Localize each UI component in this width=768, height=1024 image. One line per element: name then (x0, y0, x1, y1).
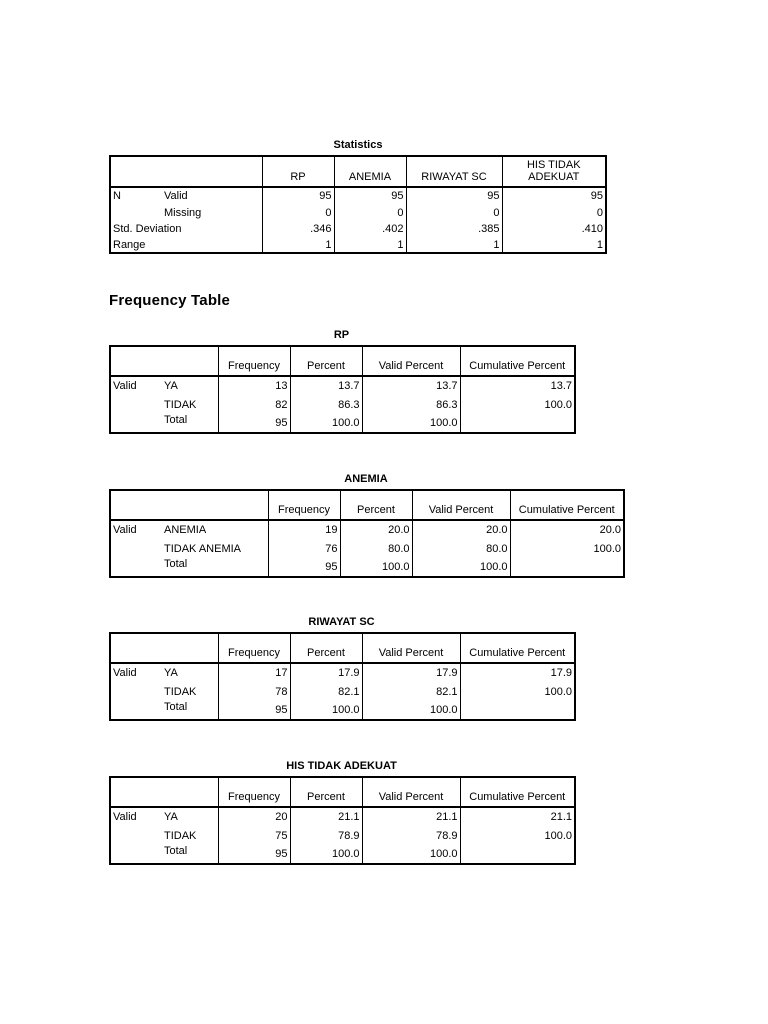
table-row (110, 558, 624, 577)
row-label: ANEMIA (162, 520, 268, 539)
cell-valid-percent: 82.1 (362, 682, 460, 701)
table-row (110, 221, 606, 237)
anemia-caption: ANEMIA (344, 473, 388, 485)
row-group (110, 414, 162, 433)
cell-value: 95 (334, 187, 406, 204)
cell-frequency: 82 (218, 395, 290, 414)
cell-valid-percent: 13.7 (362, 376, 460, 395)
cell-value: 1 (334, 237, 406, 253)
cell-valid-percent: 80.0 (412, 539, 510, 558)
cell-frequency: 75 (218, 826, 290, 845)
col-frequency: Frequency (218, 777, 290, 807)
cell-value: 95 (262, 187, 334, 204)
cell-cumulative-percent (460, 701, 575, 720)
col-frequency: Frequency (268, 490, 340, 520)
col-percent: Percent (340, 490, 412, 520)
row-label: TIDAK ANEMIA (162, 539, 268, 558)
cell-valid-percent: 100.0 (412, 558, 510, 577)
row-label: TIDAK (162, 395, 218, 414)
row-label: N (113, 190, 121, 202)
table-row (110, 204, 606, 221)
header-stub (110, 777, 218, 807)
row-label: YA (162, 376, 218, 395)
table-row (110, 826, 575, 845)
cell-value: 95 (590, 190, 603, 202)
cell-cumulative-percent (460, 414, 575, 433)
cell-cumulative-percent (460, 845, 575, 864)
cell-valid-percent: 86.3 (362, 395, 460, 414)
table-row (110, 807, 575, 826)
cell-value: .385 (406, 221, 502, 237)
cell-value: 1 (596, 238, 603, 251)
cell-value: 95 (406, 187, 502, 204)
row-label: Total (162, 558, 268, 577)
row-group (110, 845, 162, 864)
cell-frequency: 17 (218, 663, 290, 682)
statistics-col-riwayat-sc: RIWAYAT SC (406, 156, 502, 187)
col-cumulative-percent: Cumulative Percent (460, 346, 575, 376)
cell-value: 1 (406, 237, 502, 253)
cell-percent: 86.3 (290, 395, 362, 414)
cell-cumulative-percent: 100.0 (544, 685, 572, 698)
row-group: Valid (113, 811, 137, 823)
col-percent: Percent (290, 777, 362, 807)
cell-value: 0 (596, 206, 603, 219)
table-row (110, 376, 575, 395)
row-label: Total (162, 701, 218, 720)
row-sublabel: Valid (162, 187, 262, 204)
cell-value: .410 (581, 223, 603, 235)
row-group (110, 826, 162, 845)
table-row (110, 845, 575, 864)
table-row (110, 663, 575, 682)
cell-frequency: 20 (218, 807, 290, 826)
col-valid-percent: Valid Percent (362, 346, 460, 376)
cell-cumulative-percent: 20.0 (599, 524, 621, 536)
row-label: TIDAK (162, 826, 218, 845)
col-percent: Percent (290, 346, 362, 376)
cell-cumulative-percent: 100.0 (544, 829, 572, 842)
table-row (110, 539, 624, 558)
cell-frequency: 95 (218, 701, 290, 720)
row-label: Range (110, 237, 262, 253)
rp-frequency-table (109, 345, 576, 434)
cell-frequency: 95 (218, 845, 290, 864)
row-sublabel: Missing (162, 204, 262, 221)
table-row (110, 520, 624, 539)
cell-frequency: 95 (268, 558, 340, 577)
cell-percent: 78.9 (290, 826, 362, 845)
statistics-col-rp: RP (262, 156, 334, 187)
col-cumulative-percent: Cumulative Percent (510, 490, 624, 520)
cell-value: 0 (262, 204, 334, 221)
col-valid-percent: Valid Percent (362, 633, 460, 663)
row-label: Total (162, 414, 218, 433)
table-row (110, 682, 575, 701)
cell-percent: 100.0 (290, 845, 362, 864)
table-row (110, 414, 575, 433)
cell-valid-percent: 21.1 (362, 807, 460, 826)
cell-percent: 20.0 (340, 520, 412, 539)
col-frequency: Frequency (218, 346, 290, 376)
cell-percent: 21.1 (290, 807, 362, 826)
statistics-col-anemia: ANEMIA (334, 156, 406, 187)
cell-valid-percent: 20.0 (412, 520, 510, 539)
his-tidak-adekuat-frequency-table (109, 776, 576, 865)
frequency-table-title: Frequency Table (109, 292, 231, 309)
cell-frequency: 19 (268, 520, 340, 539)
col-cumulative-percent: Cumulative Percent (460, 633, 575, 663)
statistics-col-his-tidak-adekuat: HIS TIDAK ADEKUAT (502, 156, 606, 187)
rp-caption: RP (333, 329, 350, 341)
his-tidak-adekuat-caption: HIS TIDAK ADEKUAT (286, 760, 397, 772)
cell-value: 0 (406, 204, 502, 221)
row-group: Valid (113, 524, 137, 536)
cell-percent: 80.0 (340, 539, 412, 558)
row-label (110, 204, 162, 221)
col-frequency: Frequency (218, 633, 290, 663)
cell-frequency: 95 (218, 414, 290, 433)
table-row (110, 395, 575, 414)
row-group (110, 395, 162, 414)
row-label: TIDAK (162, 682, 218, 701)
row-group: Valid (113, 380, 137, 392)
cell-percent: 17.9 (290, 663, 362, 682)
statistics-caption: Statistics (333, 139, 383, 151)
row-group (110, 539, 162, 558)
cell-cumulative-percent: 17.9 (550, 667, 572, 679)
header-stub (110, 490, 268, 520)
cell-percent: 13.7 (290, 376, 362, 395)
cell-cumulative-percent: 100.0 (593, 542, 621, 555)
row-label: Total (162, 845, 218, 864)
anemia-frequency-table (109, 489, 625, 578)
cell-value: .346 (262, 221, 334, 237)
cell-valid-percent: 100.0 (362, 701, 460, 720)
header-stub (110, 633, 218, 663)
cell-frequency: 13 (218, 376, 290, 395)
riwayat-sc-caption: RIWAYAT SC (308, 616, 375, 628)
row-label: Std. Deviation (110, 221, 262, 237)
col-valid-percent: Valid Percent (412, 490, 510, 520)
col-percent: Percent (290, 633, 362, 663)
col-valid-percent: Valid Percent (362, 777, 460, 807)
cell-valid-percent: 78.9 (362, 826, 460, 845)
cell-valid-percent: 17.9 (362, 663, 460, 682)
table-row (110, 701, 575, 720)
cell-cumulative-percent (510, 558, 624, 577)
statistics-header-stub (110, 156, 262, 187)
cell-percent: 100.0 (290, 701, 362, 720)
cell-percent: 100.0 (340, 558, 412, 577)
row-label: YA (162, 807, 218, 826)
col-cumulative-percent: Cumulative Percent (460, 777, 575, 807)
table-row (110, 237, 606, 253)
row-group (110, 701, 162, 720)
cell-valid-percent: 100.0 (362, 845, 460, 864)
table-row (110, 187, 606, 204)
riwayat-sc-frequency-table (109, 632, 576, 721)
cell-percent: 100.0 (290, 414, 362, 433)
row-label: YA (162, 663, 218, 682)
cell-value: .402 (334, 221, 406, 237)
row-group (110, 682, 162, 701)
cell-cumulative-percent: 21.1 (550, 811, 572, 823)
header-stub (110, 346, 218, 376)
cell-cumulative-percent: 13.7 (550, 380, 572, 392)
statistics-table (109, 155, 607, 254)
cell-valid-percent: 100.0 (362, 414, 460, 433)
cell-value: 1 (262, 237, 334, 253)
row-group: Valid (113, 667, 137, 679)
cell-percent: 82.1 (290, 682, 362, 701)
cell-frequency: 78 (218, 682, 290, 701)
cell-cumulative-percent: 100.0 (544, 398, 572, 411)
cell-value: 0 (334, 204, 406, 221)
cell-frequency: 76 (268, 539, 340, 558)
row-group (110, 558, 162, 577)
